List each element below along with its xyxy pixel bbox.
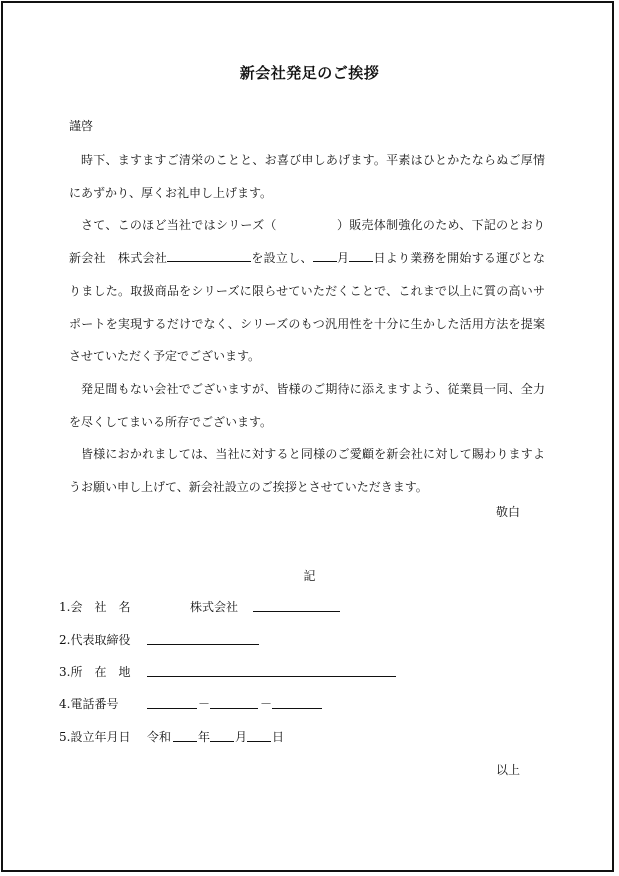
- day-label: 日: [272, 730, 285, 744]
- document-title: 新会社発足のご挨拶: [239, 64, 380, 82]
- phone-separator-2: －: [260, 697, 273, 711]
- ki-heading: 記: [303, 569, 316, 583]
- item-representative: [59, 631, 146, 647]
- item-phone: [59, 695, 146, 711]
- phone-line-2: [210, 708, 258, 709]
- day-line: [247, 741, 271, 742]
- phone-line-3: [272, 708, 322, 709]
- paragraph-4: 皆様におかれましては、当社に対すると同様のご愛顧を新会社に対して賜わりますようお願い申し上げて、新会社設立のご挨拶とさせていただきます。: [69, 447, 545, 495]
- era-name: 令和: [147, 730, 172, 744]
- month-label: 月: [235, 730, 248, 744]
- paragraph-2-part-a: さて、このほど当社ではシリーズ（: [81, 218, 277, 233]
- item-label: 4.電話番号: [59, 697, 119, 711]
- letter-body: [69, 144, 545, 504]
- month-line: [210, 741, 234, 742]
- company-name-line: [253, 611, 340, 612]
- phone-separator-1: －: [198, 697, 211, 711]
- item-label: 2.代表取締役: [59, 633, 131, 647]
- item-label: 1.会 社 名: [59, 600, 131, 614]
- paragraph-2-part-d: 日より業務を開始する運びとなりました。取扱商品をシリーズに限らせていただくことで、これまで以上に質の高いサポートを実現するだけでなく、シリーズのもつ汎用性を十分に生かした活用方法を提案させていただく予定でございます。: [69, 251, 545, 364]
- closing-word: 敬白: [496, 505, 521, 519]
- company-name-blank: [167, 249, 251, 262]
- item-address: [59, 663, 146, 679]
- paragraph-2-month: 月: [336, 251, 350, 266]
- item-company-name: [59, 598, 238, 614]
- paragraph-3: 発足間もない会社でございますが、皆様のご期待に添えますよう、従業員一同、全力を尽くしてまいる所存でございます。: [69, 381, 545, 429]
- paragraph-2-part-c: を設立し、: [251, 251, 313, 266]
- year-line: [173, 741, 197, 742]
- phone-line-1: [147, 708, 197, 709]
- year-label: 年: [198, 730, 211, 744]
- day-blank: [349, 249, 373, 262]
- item-label: 3.所 在 地: [59, 665, 131, 679]
- paragraph-2-part-b: ）販売体制強化のため、下記のとおり新会社 株式会社: [69, 218, 545, 266]
- item-value: 株式会社: [190, 600, 239, 614]
- month-blank: [313, 249, 337, 262]
- paragraph-1: 時下、ますますご清栄のことと、お喜び申しあげます。平素はひとかたならぬご厚情にあずかり、厚くお礼申し上げます。: [69, 153, 545, 200]
- salutation: 謹啓: [69, 119, 94, 133]
- ending-word: 以上: [496, 763, 521, 777]
- representative-line: [147, 644, 259, 645]
- address-line: [147, 676, 396, 677]
- paragraph-2: [69, 209, 545, 373]
- item-established-date: [59, 728, 146, 744]
- item-label: 5.設立年月日: [59, 730, 131, 744]
